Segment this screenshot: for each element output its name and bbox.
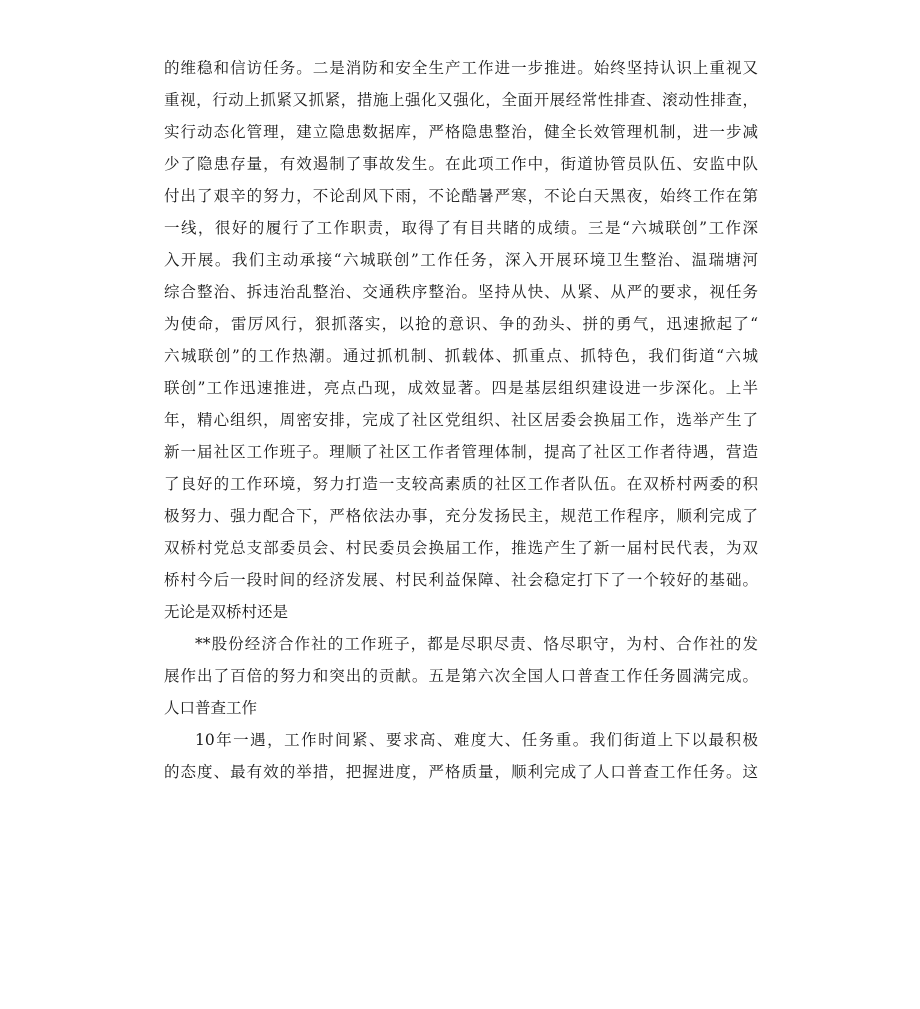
text-line: 新一届社区工作班子。理顺了社区工作者管理体制，提高了社区工作者待遇，营造 xyxy=(164,443,758,461)
text-line: 一线，很好的履行了工作职责，取得了有目共睹的成绩。三是“六城联创”工作深 xyxy=(164,219,758,237)
text-line: 桥村今后一段时间的经济发展、村民利益保障、社会稳定打下了一个较好的基础。 xyxy=(164,571,758,589)
paragraph-1 xyxy=(164,52,758,628)
text-line: 综合整治、拆违治乱整治、交通秩序整治。坚持从快、从紧、从严的要求，视任务 xyxy=(164,283,758,301)
text-line: 极努力、强力配合下，严格依法办事，充分发扬民主，规范工作程序，顺利完成了 xyxy=(164,507,758,525)
text-line: 展作出了百倍的努力和突出的贡献。五是第六次全国人口普查工作任务圆满完成。 xyxy=(164,667,758,685)
text-line: 年，精心组织，周密安排，完成了社区党组织、社区居委会换届工作，选举产生了 xyxy=(164,411,758,429)
text-line: 重视，行动上抓紧又抓紧，措施上强化又强化，全面开展经常性排查、滚动性排查， xyxy=(164,91,758,109)
text-line: 的维稳和信访任务。二是消防和安全生产工作进一步推进。始终坚持认识上重视又 xyxy=(164,59,758,77)
text-line: 实行动态化管理，建立隐患数据库，严格隐患整治，健全长效管理机制，进一步减 xyxy=(164,123,758,141)
text-line: 付出了艰辛的努力，不论刮风下雨，不论酷暑严寒，不论白天黑夜，始终工作在第 xyxy=(164,187,758,205)
text-line: 少了隐患存量，有效遏制了事故发生。在此项工作中，街道协管员队伍、安监中队 xyxy=(164,155,758,173)
document-body xyxy=(164,52,758,788)
text-line: 人口普查工作 xyxy=(164,699,258,717)
paragraph-2 xyxy=(164,628,758,724)
text-line: 了良好的工作环境，努力打造一支较高素质的社区工作者队伍。在双桥村两委的积 xyxy=(164,475,758,493)
text-line: 双桥村党总支部委员会、村民委员会换届工作，推选产生了新一届村民代表，为双 xyxy=(164,539,758,557)
text-line: 为使命，雷厉风行，狠抓落实，以抢的意识、争的劲头、拼的勇气，迅速掀起了“ xyxy=(164,315,758,333)
text-line: **股份经济合作社的工作班子，都是尽职尽责、恪尽职守，为村、合作社的发 xyxy=(195,635,758,653)
text-line: 联创”工作迅速推进，亮点凸现，成效显著。四是基层组织建设进一步深化。上半 xyxy=(164,379,758,397)
text-line: 10年一遇，工作时间紧、要求高、难度大、任务重。我们街道上下以最积极 xyxy=(195,731,758,749)
text-line: 六城联创”的工作热潮。通过抓机制、抓载体、抓重点、抓特色，我们街道“六城 xyxy=(164,347,758,365)
text-line: 的态度、最有效的举措，把握进度，严格质量，顺利完成了人口普查工作任务。这 xyxy=(164,763,758,781)
text-line: 入开展。我们主动承接“六城联创”工作任务，深入开展环境卫生整治、温瑞塘河 xyxy=(164,251,758,269)
text-line: 无论是双桥村还是 xyxy=(164,603,289,621)
paragraph-3 xyxy=(164,724,758,788)
